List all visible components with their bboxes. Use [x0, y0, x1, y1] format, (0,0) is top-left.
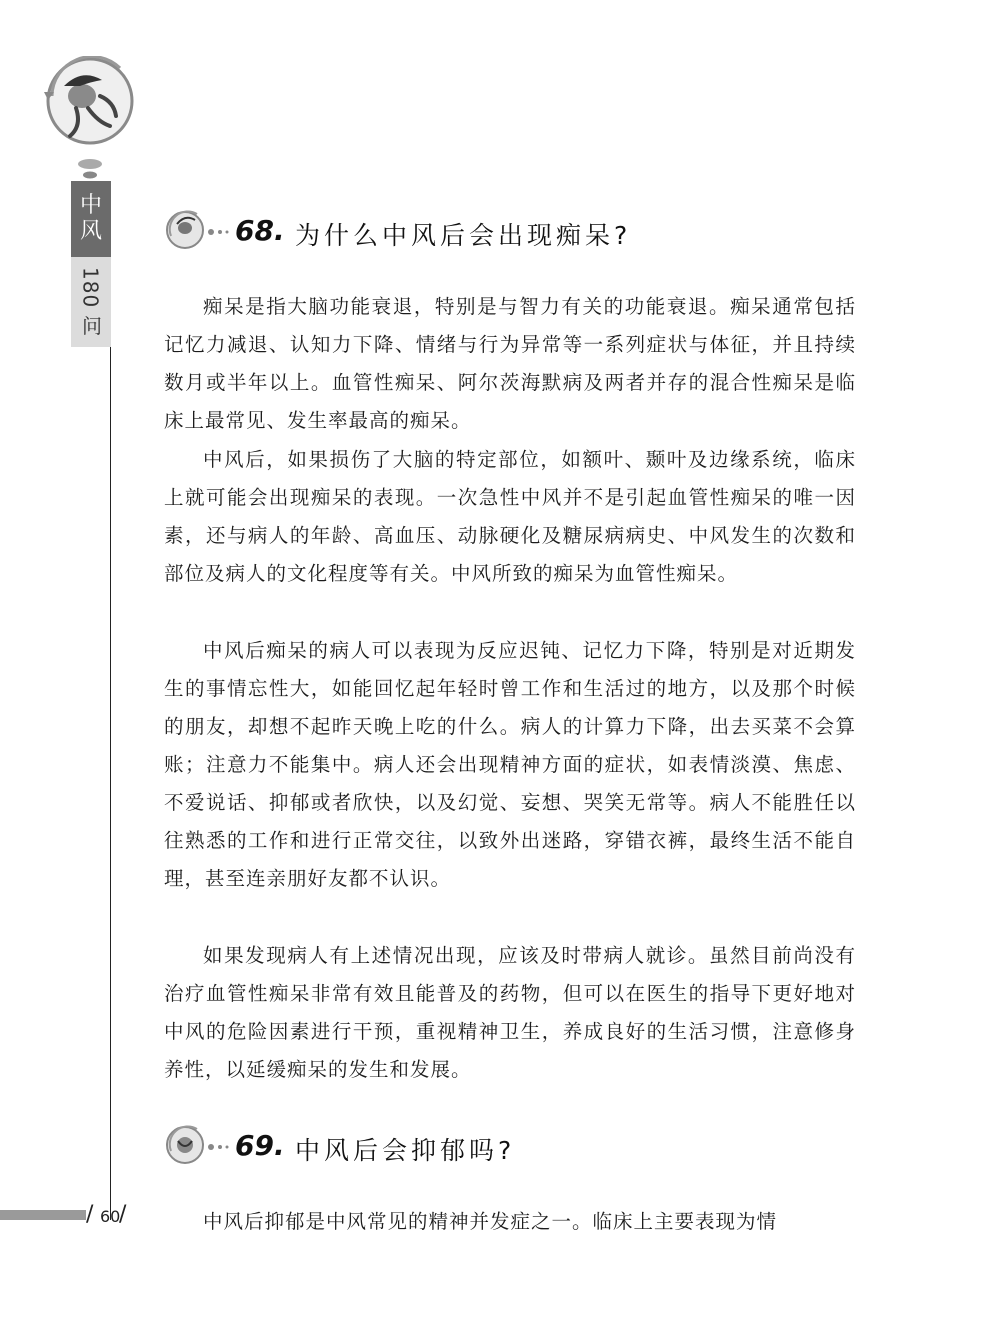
- paragraph: 如果发现病人有上述情况出现，应该及时带病人就诊。虽然目前尚没有治疗血管性痴呆非常有效且能普及的药物，但可以在医生的指导下更好地对中风的危险因素进行干预，重视精神卫生，养成良好的生活习惯，注意修身养性，以延缓痴呆的发生和发展。: [164, 944, 856, 1081]
- page-number-bar: [0, 1210, 86, 1220]
- paragraph: 中风后痴呆的病人可以表现为反应迟钝、记忆力下降，特别是对近期发生的事情忘性大，如能回忆起年轻时曾工作和生活过的地方，以及那个时候的朋友，却想不起昨天晚上吃的什么。病人的计算力下降，出去买菜不会算账；注意力不能集中。病人还会出现精神方面的症状，如表情淡漠、焦虑、不爱说话、抑郁或者欣快，以及幻觉、妄想、哭笑无常等。病人不能胜任以往熟悉的工作和进行正常交往，以致外出迷路，穿错衣裤，最终生活不能自理，甚至连亲朋好友都不认识。: [164, 639, 856, 890]
- question-heading: [163, 1121, 863, 1169]
- question-number: 68.: [235, 214, 285, 247]
- side-tab-count: 180 问: [71, 257, 111, 347]
- side-tab-title: 中 风: [71, 181, 111, 257]
- chapter-side-tab: [71, 181, 111, 347]
- cartoon-logo-icon: [40, 56, 140, 181]
- page-number: / 60 /: [86, 1202, 127, 1227]
- paragraph: 中风后，如果损伤了大脑的特定部位，如额叶、颞叶及边缘系统，临床上就可能会出现痴呆的表现。一次急性中风并不是引起血管性痴呆的唯一因素，还与病人的年龄、高血压、动脉硬化及糖尿病病史、中风发生的次数和部位及病人的文化程度等有关。中风所致的痴呆为血管性痴呆。: [164, 448, 856, 585]
- question-title: 为什么中风后会出现痴呆?: [295, 221, 632, 250]
- question-title: 中风后会抑郁吗?: [295, 1136, 516, 1165]
- paragraph: 中风后抑郁是中风常见的精神并发症之一。临床上主要表现为情: [203, 1210, 778, 1233]
- paragraph: 痴呆是指大脑功能衰退，特别是与智力有关的功能衰退。痴呆通常包括记忆力减退、认知力下降、情绪与行为异常等一系列症状与体征，并且持续数月或半年以上。血管性痴呆、阿尔茨海默病及两者并存的混合性痴呆是临床上最常见、发生率最高的痴呆。: [164, 295, 856, 432]
- question-cartoon-icon: [163, 206, 233, 254]
- margin-rule: [110, 200, 111, 1220]
- question-heading: [163, 206, 863, 254]
- question-cartoon-icon: [163, 1121, 233, 1169]
- question-number: 69.: [235, 1129, 285, 1162]
